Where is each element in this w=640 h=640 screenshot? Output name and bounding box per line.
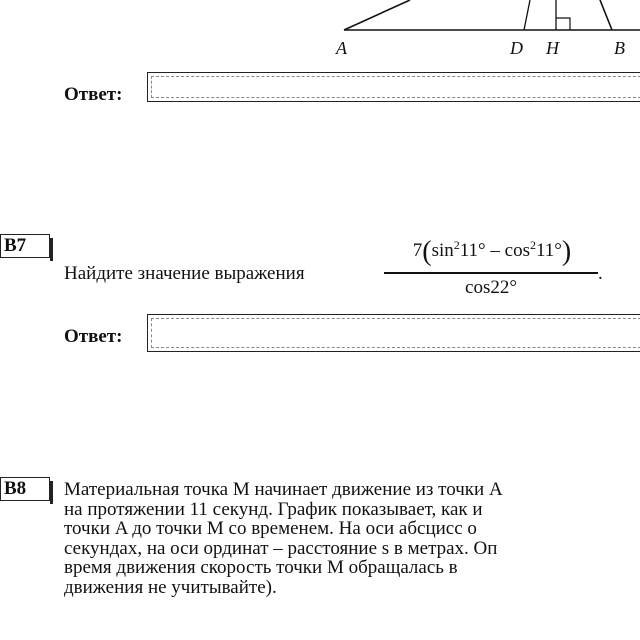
b7-fraction-line	[384, 272, 598, 274]
point-label-d: D	[510, 38, 523, 58]
figure-side-right	[600, 0, 612, 30]
b7-question-number	[0, 234, 50, 258]
b7-num-cos-exp: 2	[530, 238, 536, 252]
point-label-h: H	[546, 38, 559, 58]
b7-number-text: B7	[4, 235, 27, 256]
open-paren: (	[422, 236, 432, 267]
b7-prompt: Найдите значение выражения	[64, 263, 305, 284]
b7-period: .	[598, 263, 603, 284]
b8-line-6: движения не учитывайте).	[64, 576, 277, 598]
figure-right-angle	[556, 18, 570, 30]
b8-line-5: время движения скорость точки M обращалась в	[64, 557, 458, 578]
b8-line-2: на протяжении 11 секунд. График показывает, как и	[64, 498, 483, 520]
b7-answer-label: Ответ:	[64, 326, 123, 347]
point-label-a: A	[336, 38, 347, 58]
b7-num-coef: 7	[412, 240, 423, 261]
figure-segment-d	[524, 0, 530, 30]
b8-problem-text	[64, 480, 640, 597]
triangle-figure	[0, 0, 640, 62]
b6-answer-field[interactable]	[147, 72, 640, 102]
b8-question-number	[0, 477, 50, 501]
b7-num-sin: sin	[431, 240, 454, 261]
figure-side-left	[344, 0, 410, 30]
b7-num-sin-arg: 11° – cos	[459, 240, 530, 261]
b7-num-sin-exp: 2	[453, 238, 460, 252]
b6-answer-label: Ответ:	[64, 84, 123, 105]
point-label-b: B	[614, 38, 625, 58]
b8-line-1: Материальная точка M начинает движение из точки A	[64, 479, 503, 500]
b7-answer-field[interactable]	[147, 314, 640, 352]
b8-line-4: секундах, на оси ординат – расстояние s в метрах. Оп	[64, 537, 498, 559]
close-paren: )	[561, 236, 572, 267]
b7-denominator: cos22°	[465, 277, 517, 298]
b7-num-cos-arg: 11°	[536, 240, 562, 261]
b8-line-3: точки A до точки M со временем. На оси абсцисс о	[64, 518, 477, 539]
b7-numerator	[384, 236, 600, 268]
b8-number-text: B8	[4, 478, 27, 499]
